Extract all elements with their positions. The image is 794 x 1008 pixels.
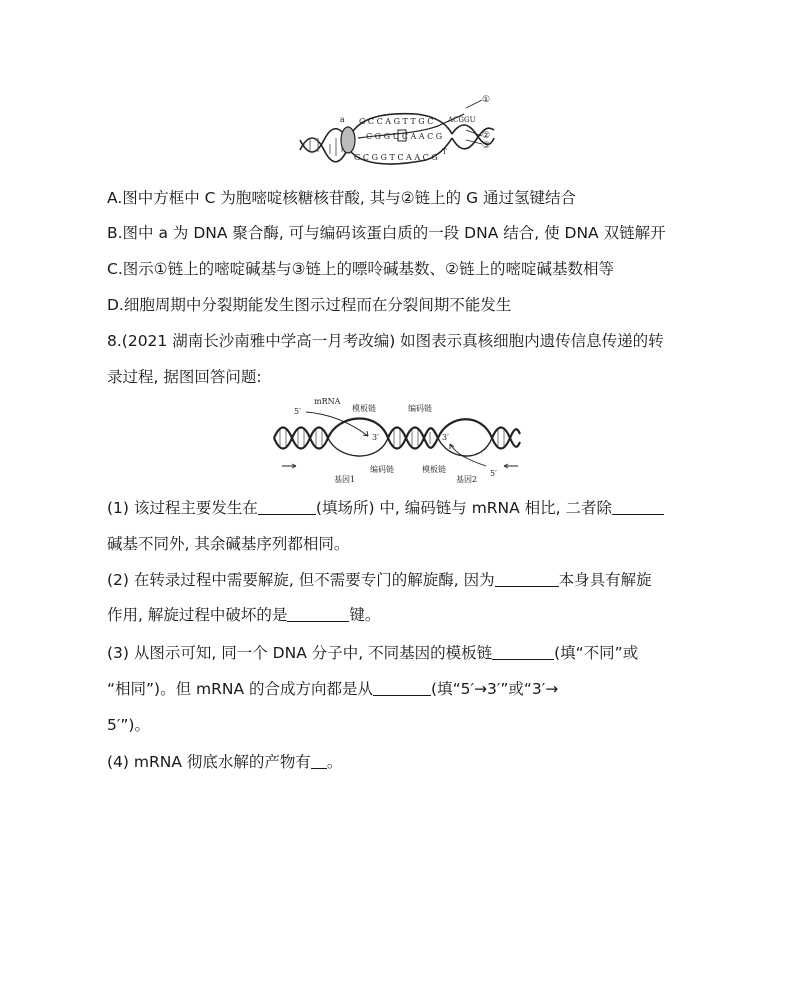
fig2-coding2-label: 编码链 (370, 465, 394, 474)
sub3-line2 (107, 679, 558, 699)
fig2-5prime-right: 5′ (490, 469, 497, 478)
fig2-gene2-label: 基因2 (456, 475, 478, 484)
sub1-text-c: 碱基不同外, 其余碱基序列都相同。 (107, 535, 350, 553)
sub4-line1 (107, 752, 342, 772)
sub2-line1 (107, 570, 652, 590)
sub1-text-b: (填场所) 中, 编码链与 mRNA 相比, 二者除 (315, 499, 613, 517)
sub3-text-d: (填“5′→3′”或“3′→ (431, 680, 559, 698)
fig2-3prime-a: 3′ (372, 433, 379, 442)
fig1-label-t: T (442, 148, 447, 156)
option-b: B.图中 a 为 DNA 聚合酶, 可与编码该蛋白质的一段 DNA 结合, 使 DNA 双链解开 (107, 224, 666, 242)
option-a: A.图中方框中 C 为胞嘧啶核糖核苷酸, 其与②链上的 G 通过氢键结合 (107, 189, 577, 207)
fig2-template2-label: 模板链 (422, 465, 446, 474)
answer-blank-3[interactable] (495, 571, 559, 587)
answer-blank-5[interactable] (492, 644, 554, 660)
q8-stem-line1: 8.(2021 湖南长沙南雅中学高一月考改编) 如图表示真核细胞内遗传信息传递的转 (107, 332, 664, 350)
fig2-mrna-label: mRNA (314, 397, 341, 406)
fig2-coding1-label: 编码链 (408, 404, 432, 413)
fig1-seq-bottom: G C G G T C A A C G (354, 153, 438, 162)
sub4-text-b: 。 (326, 753, 343, 771)
option-c: C.图示①链上的嘧啶碱基与③链上的嘌呤碱基数、②链上的嘧啶碱基数相等 (107, 260, 614, 278)
option-d: D.细胞周期中分裂期能发生图示过程而在分裂间期不能发生 (107, 296, 512, 314)
polymerase-a-shape (341, 127, 355, 153)
sub2-line2 (107, 605, 380, 625)
answer-blank-4[interactable] (287, 606, 349, 622)
fig1-mark-3: ③ (482, 141, 491, 151)
answer-blank-6[interactable] (373, 680, 431, 696)
sub3-text-b: (填“不同”或 (554, 644, 639, 662)
fig1-mark-1: ① (482, 95, 491, 105)
fig2-5prime-left: 5′ (294, 407, 301, 416)
sub4-text-a: (4) mRNA 彻底水解的产物有 (107, 753, 311, 771)
sub2-text-b: 本身具有解旋 (558, 571, 652, 589)
fig1-rna-end: ACGGU (448, 116, 476, 124)
answer-blank-7[interactable] (311, 753, 327, 769)
sub1-line1 (107, 498, 664, 518)
sub3-text-a: (3) 从图示可知, 同一个 DNA 分子中, 不同基因的模板链 (107, 644, 493, 662)
answer-blank-1[interactable] (258, 499, 316, 515)
sub3-text-c: “相同”)。但 mRNA 的合成方向都是从 (107, 680, 374, 698)
q8-stem-line2: 录过程, 据图回答问题: (107, 368, 262, 386)
fig1-seq-top: G C C A G T T G C (359, 117, 434, 126)
sub1-text-a: (1) 该过程主要发生在 (107, 499, 258, 517)
fig1-seq-mid: C G G U C A A C G (366, 132, 443, 141)
fig1-label-a: a (340, 115, 345, 124)
figure-transcription-bubble (296, 90, 496, 170)
sub3-text-e: 5′”)。 (107, 716, 150, 734)
sub2-text-a: (2) 在转录过程中需要解旋, 但不需要专门的解旋酶, 因为 (107, 571, 495, 589)
fig2-gene1-label: 基因1 (334, 475, 356, 484)
fig1-mark-2: ② (482, 131, 491, 141)
sub3-line1 (107, 643, 638, 663)
fig2-template1-label: 模板链 (352, 404, 376, 413)
answer-blank-2[interactable] (612, 499, 664, 515)
sub2-text-c: 作用, 解旋过程中破坏的是 (107, 606, 288, 624)
sub2-text-d: 键。 (349, 606, 381, 624)
fig2-3prime-b: 3′ (442, 433, 449, 442)
figure-transcription-genes (272, 394, 522, 484)
